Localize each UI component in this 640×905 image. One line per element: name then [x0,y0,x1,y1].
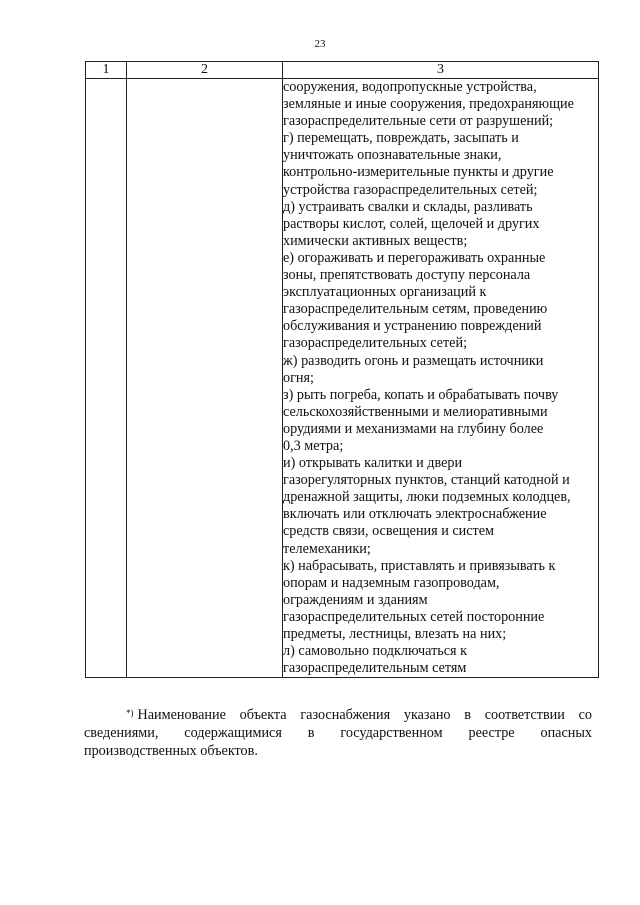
text-line: сельскохозяйственными и мелиоративными [283,403,548,420]
text-line: г) перемещать, повреждать, засыпать и [283,130,519,147]
text-line: сооружения, водопропускные устройства, [283,79,537,95]
column-header-3: 3 [283,62,599,79]
text-line: орудиями и механизмами на глубину более [283,420,544,437]
table-cell-col3 [283,79,599,678]
text-line: эксплуатационных организаций к [283,284,487,301]
text-line: химически активных веществ; [283,232,468,249]
text-line: л) самовольно подключаться к [283,643,468,660]
text-line: газораспределительным сетям, проведению [283,301,548,318]
text-line: газораспределительных сетей; [283,335,468,352]
page-number: 23 [314,38,326,50]
text-line: е) огораживать и перегораживать охранные [283,249,546,266]
footnote-line: сведениями, содержащимися в государственном реестре опасных [84,725,592,741]
text-line: газораспределительным сетям [283,660,467,677]
text-line: газораспределительных сетей посторонние [283,608,545,625]
text-line: дренажной защиты, люки подземных колодцев, [283,489,571,506]
text-line: средств связи, освещения и систем [283,523,495,540]
footnote [84,706,592,760]
text-line: предметы, лестницы, влезать на них; [283,626,507,642]
text-line: з) рыть погреба, копать и обрабатывать почву [283,386,559,403]
text-line: устройства газораспределительных сетей; [283,181,538,198]
text-line: обслуживания и устранению повреждений [283,318,542,335]
text-line: к) набрасывать, приставлять и привязывать к [283,557,556,574]
text-line: растворы кислот, солей, щелочей и других [283,215,540,232]
table-row [86,79,599,678]
text-line: 0,3 метра; [283,437,344,454]
footnote-text: Наименование объекта газоснабжения указано в соответствии со [137,707,592,723]
column-header-2: 2 [127,62,283,79]
footnote-line: производственных объектов. [84,743,258,759]
text-line: телемеханики; [283,540,371,557]
text-line: и) открывать калитки и двери [283,455,463,472]
text-line: огня; [283,369,314,386]
footnote-line [84,706,592,724]
table-cell-col2 [127,79,283,678]
text-line: опорам и надземным газопроводам, [283,574,500,591]
column-header-1: 1 [86,62,127,79]
text-line: газорегуляторных пунктов, станций катодной и [283,472,570,489]
table-cell-col1 [86,79,127,678]
text-line: ж) разводить огонь и размещать источники [283,352,544,369]
table-header-row [86,62,599,79]
text-line: земляные и иные сооружения, предохраняющие [283,96,574,113]
text-line: контрольно-измерительные пункты и другие [283,164,554,181]
text-line: уничтожать опознавательные знаки, [283,147,502,164]
text-line: д) устраивать свалки и склады, разливать [283,198,533,215]
text-line: зоны, препятствовать доступу персонала [283,267,531,284]
regulation-table [85,61,599,678]
text-line: ограждениям и зданиям [283,591,428,608]
footnote-marker: *) [126,708,134,718]
text-line: газораспределительные сети от разрушений; [283,113,554,130]
text-line: включать или отключать электроснабжение [283,506,547,523]
